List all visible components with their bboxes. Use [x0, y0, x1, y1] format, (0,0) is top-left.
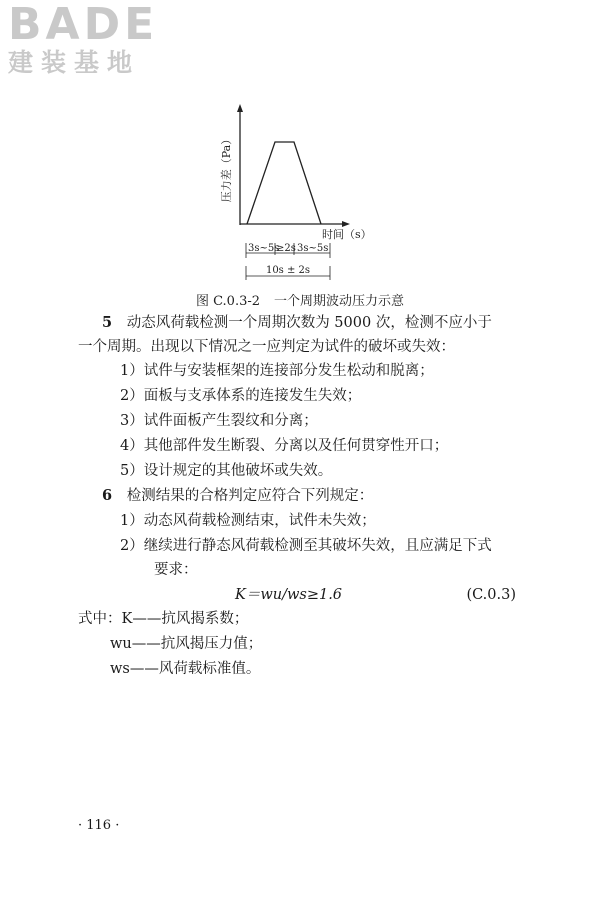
y-axis-label: 压力差（Pa） — [220, 133, 233, 203]
clause-5-item-3: 3）试件面板产生裂纹和分离； — [120, 413, 318, 429]
clause-6-line-1 — [102, 486, 373, 506]
clause-5-item-5: 5）设计规定的其他破坏或失效。 — [120, 463, 333, 479]
where-ws: ws——风荷载标准值。 — [110, 661, 261, 677]
formula-number: (C.0.3) — [466, 587, 516, 603]
clause-6-item-2: 2）继续进行静态风荷载检测至其破坏失效，且应满足下式 — [120, 538, 492, 554]
clause-5-item-1: 1）试件与安装框架的连接部分发生松动和脱离； — [120, 363, 434, 379]
clause-5-line-2: 一个周期。出现以下情况之一应判定为试件的破坏或失效： — [78, 339, 455, 355]
caption-text: 一个周期波动压力示意 — [274, 294, 405, 309]
y-axis-arrow — [237, 104, 243, 112]
pressure-cycle-figure — [0, 0, 600, 290]
segment-1-label: 3s~5s — [248, 243, 280, 254]
x-axis-arrow — [342, 221, 350, 227]
where-wu: wu——抗风揭压力值； — [110, 636, 263, 652]
segment-2-label: ≥2s — [276, 243, 296, 254]
logo-subtitle: 建装基地 — [8, 48, 141, 77]
clause-5-text-1: 动态风荷载检测一个周期次数为 5000 次，检测不应小于 — [126, 315, 492, 331]
pressure-trapezoid — [247, 142, 321, 224]
clause-5-item-2: 2）面板与支承体系的连接发生失效； — [120, 388, 362, 404]
logo-wordmark: BADE — [8, 0, 159, 50]
x-axis-label: 时间（s） — [322, 228, 372, 241]
clause-6-number: 6 — [102, 487, 113, 504]
page-number: · 116 · — [78, 818, 120, 833]
where-k: 式中：K——抗风揭系数； — [78, 611, 249, 627]
clause-6-item-1: 1）动态风荷载检测结束，试件未失效； — [120, 513, 376, 529]
clause-5-number: 5 — [102, 314, 113, 331]
total-duration-label: 10s ± 2s — [265, 265, 311, 276]
clause-5-line-1 — [102, 313, 492, 333]
clause-6-text-1: 检测结果的合格判定应符合下列规定： — [126, 488, 374, 504]
formula-expression: K＝wu/ws≥1.6 — [235, 587, 343, 603]
figure-caption — [0, 290, 600, 309]
clause-5-item-4: 4）其他部件发生断裂、分离以及任何贯穿性开口； — [120, 438, 449, 454]
caption-id: 图 C.0.3-2 — [195, 294, 261, 309]
clause-6-continuation: 要求： — [154, 562, 198, 578]
segment-3-label: 3s~5s — [297, 243, 329, 254]
